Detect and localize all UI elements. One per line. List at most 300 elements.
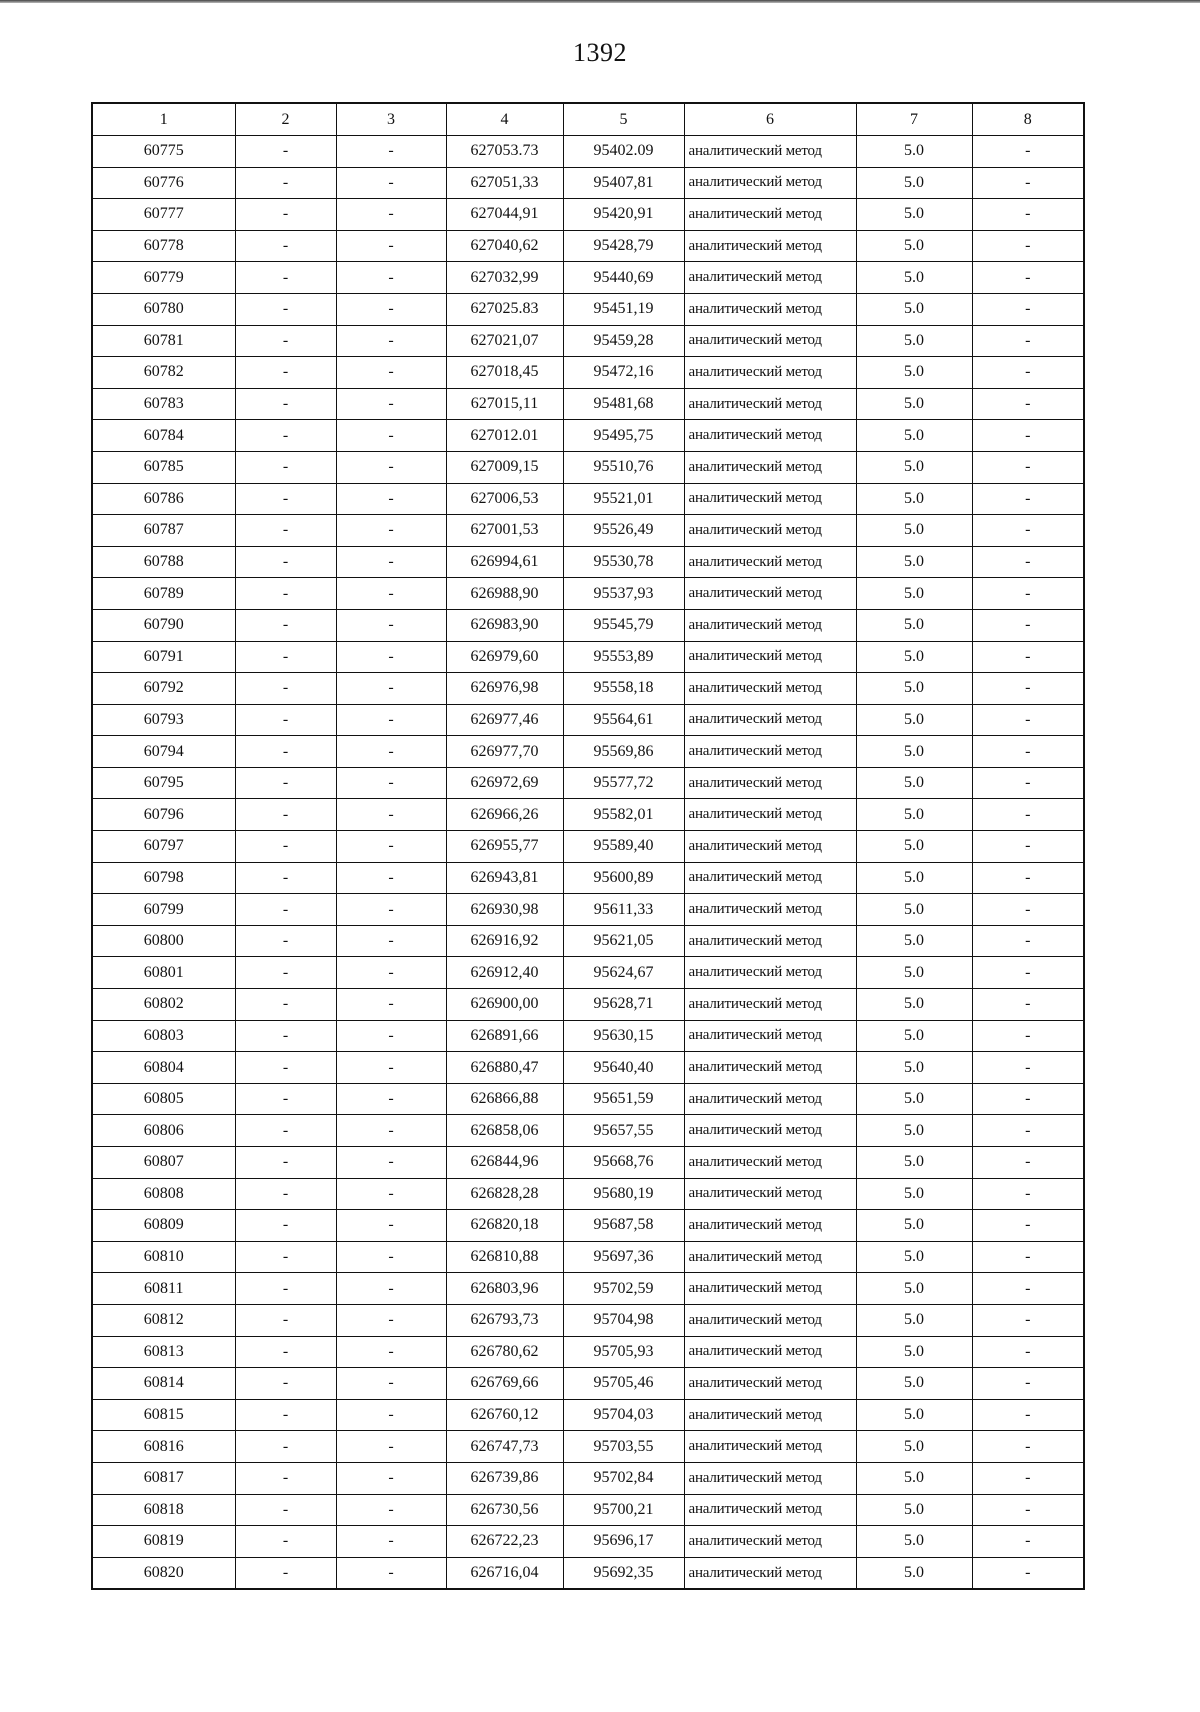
y-coordinate-cell: 95564,61 — [563, 704, 684, 736]
col2-cell: - — [235, 451, 336, 483]
accuracy-cell: 5.0 — [856, 420, 972, 452]
table-row — [92, 673, 1084, 705]
table-header-row — [92, 103, 1084, 136]
y-coordinate-cell: 95702,84 — [563, 1462, 684, 1494]
col2-cell: - — [235, 767, 336, 799]
point-number-cell: 60791 — [92, 641, 235, 673]
accuracy-cell: 5.0 — [856, 989, 972, 1021]
point-number-cell: 60781 — [92, 325, 235, 357]
table-row — [92, 451, 1084, 483]
x-coordinate-cell: 626977,46 — [446, 704, 563, 736]
accuracy-cell: 5.0 — [856, 1210, 972, 1242]
point-number-cell: 60786 — [92, 483, 235, 515]
accuracy-cell: 5.0 — [856, 1241, 972, 1273]
col3-cell: - — [336, 1431, 446, 1463]
col3-cell: - — [336, 1083, 446, 1115]
accuracy-cell: 5.0 — [856, 1304, 972, 1336]
table-row — [92, 1494, 1084, 1526]
method-cell: аналитический метод — [684, 136, 856, 168]
point-number-cell: 60815 — [92, 1399, 235, 1431]
table-row — [92, 1304, 1084, 1336]
col2-cell: - — [235, 925, 336, 957]
col8-cell: - — [972, 1368, 1084, 1400]
point-number-cell: 60805 — [92, 1083, 235, 1115]
x-coordinate-cell: 627025.83 — [446, 293, 563, 325]
accuracy-cell: 5.0 — [856, 1147, 972, 1179]
col8-cell: - — [972, 1557, 1084, 1589]
table-row — [92, 1368, 1084, 1400]
point-number-cell: 60782 — [92, 357, 235, 389]
col8-cell: - — [972, 420, 1084, 452]
col2-cell: - — [235, 641, 336, 673]
col2-cell: - — [235, 578, 336, 610]
column-header: 6 — [684, 103, 856, 136]
col8-cell: - — [972, 989, 1084, 1021]
method-cell: аналитический метод — [684, 357, 856, 389]
point-number-cell: 60797 — [92, 831, 235, 863]
col2-cell: - — [235, 167, 336, 199]
col3-cell: - — [336, 1494, 446, 1526]
x-coordinate-cell: 626828,28 — [446, 1178, 563, 1210]
x-coordinate-cell: 626891,66 — [446, 1020, 563, 1052]
x-coordinate-cell: 626912,40 — [446, 957, 563, 989]
col3-cell: - — [336, 167, 446, 199]
point-number-cell: 60803 — [92, 1020, 235, 1052]
method-cell: аналитический метод — [684, 578, 856, 610]
col2-cell: - — [235, 799, 336, 831]
point-number-cell: 60801 — [92, 957, 235, 989]
col2-cell: - — [235, 1083, 336, 1115]
col3-cell: - — [336, 420, 446, 452]
method-cell: аналитический метод — [684, 1020, 856, 1052]
x-coordinate-cell: 626880,47 — [446, 1052, 563, 1084]
col8-cell: - — [972, 515, 1084, 547]
col3-cell: - — [336, 1273, 446, 1305]
accuracy-cell: 5.0 — [856, 925, 972, 957]
col2-cell: - — [235, 894, 336, 926]
table-row — [92, 515, 1084, 547]
col2-cell: - — [235, 862, 336, 894]
col3-cell: - — [336, 451, 446, 483]
y-coordinate-cell: 95553,89 — [563, 641, 684, 673]
method-cell: аналитический метод — [684, 515, 856, 547]
table-row — [92, 293, 1084, 325]
y-coordinate-cell: 95611,33 — [563, 894, 684, 926]
y-coordinate-cell: 95621,05 — [563, 925, 684, 957]
method-cell: аналитический метод — [684, 1431, 856, 1463]
table-row — [92, 1431, 1084, 1463]
col2-cell: - — [235, 357, 336, 389]
x-coordinate-cell: 626977,70 — [446, 736, 563, 768]
col2-cell: - — [235, 1304, 336, 1336]
accuracy-cell: 5.0 — [856, 1557, 972, 1589]
y-coordinate-cell: 95545,79 — [563, 609, 684, 641]
y-coordinate-cell: 95692,35 — [563, 1557, 684, 1589]
col2-cell: - — [235, 1399, 336, 1431]
x-coordinate-cell: 626983,90 — [446, 609, 563, 641]
table-row — [92, 831, 1084, 863]
accuracy-cell: 5.0 — [856, 736, 972, 768]
table-row — [92, 357, 1084, 389]
accuracy-cell: 5.0 — [856, 230, 972, 262]
col3-cell: - — [336, 925, 446, 957]
accuracy-cell: 5.0 — [856, 1273, 972, 1305]
x-coordinate-cell: 626844,96 — [446, 1147, 563, 1179]
col2-cell: - — [235, 388, 336, 420]
table-body — [92, 136, 1084, 1590]
x-coordinate-cell: 627051,33 — [446, 167, 563, 199]
x-coordinate-cell: 626916,92 — [446, 925, 563, 957]
method-cell: аналитический метод — [684, 1147, 856, 1179]
accuracy-cell: 5.0 — [856, 451, 972, 483]
x-coordinate-cell: 626722,23 — [446, 1526, 563, 1558]
col8-cell: - — [972, 673, 1084, 705]
accuracy-cell: 5.0 — [856, 704, 972, 736]
col3-cell: - — [336, 1462, 446, 1494]
col8-cell: - — [972, 1526, 1084, 1558]
col2-cell: - — [235, 483, 336, 515]
y-coordinate-cell: 95651,59 — [563, 1083, 684, 1115]
y-coordinate-cell: 95495,75 — [563, 420, 684, 452]
col8-cell: - — [972, 925, 1084, 957]
col3-cell: - — [336, 862, 446, 894]
col8-cell: - — [972, 451, 1084, 483]
method-cell: аналитический метод — [684, 989, 856, 1021]
col2-cell: - — [235, 1178, 336, 1210]
y-coordinate-cell: 95657,55 — [563, 1115, 684, 1147]
col2-cell: - — [235, 736, 336, 768]
x-coordinate-cell: 626955,77 — [446, 831, 563, 863]
col3-cell: - — [336, 1241, 446, 1273]
table-row — [92, 388, 1084, 420]
table-row — [92, 989, 1084, 1021]
method-cell: аналитический метод — [684, 451, 856, 483]
col2-cell: - — [235, 673, 336, 705]
col2-cell: - — [235, 293, 336, 325]
col3-cell: - — [336, 483, 446, 515]
col2-cell: - — [235, 1557, 336, 1589]
col2-cell: - — [235, 989, 336, 1021]
method-cell: аналитический метод — [684, 293, 856, 325]
accuracy-cell: 5.0 — [856, 862, 972, 894]
method-cell: аналитический метод — [684, 673, 856, 705]
y-coordinate-cell: 95705,93 — [563, 1336, 684, 1368]
y-coordinate-cell: 95703,55 — [563, 1431, 684, 1463]
table-row — [92, 1273, 1084, 1305]
col3-cell: - — [336, 1526, 446, 1558]
col2-cell: - — [235, 1431, 336, 1463]
point-number-cell: 60790 — [92, 609, 235, 641]
point-number-cell: 60799 — [92, 894, 235, 926]
y-coordinate-cell: 95668,76 — [563, 1147, 684, 1179]
col3-cell: - — [336, 831, 446, 863]
col3-cell: - — [336, 894, 446, 926]
method-cell: аналитический метод — [684, 609, 856, 641]
col8-cell: - — [972, 1304, 1084, 1336]
col2-cell: - — [235, 1147, 336, 1179]
col2-cell: - — [235, 420, 336, 452]
col8-cell: - — [972, 1147, 1084, 1179]
col8-cell: - — [972, 1115, 1084, 1147]
y-coordinate-cell: 95628,71 — [563, 989, 684, 1021]
col8-cell: - — [972, 1083, 1084, 1115]
col2-cell: - — [235, 262, 336, 294]
col3-cell: - — [336, 1368, 446, 1400]
table-row — [92, 483, 1084, 515]
method-cell: аналитический метод — [684, 1304, 856, 1336]
x-coordinate-cell: 627021,07 — [446, 325, 563, 357]
point-number-cell: 60820 — [92, 1557, 235, 1589]
accuracy-cell: 5.0 — [856, 199, 972, 231]
x-coordinate-cell: 626943,81 — [446, 862, 563, 894]
col3-cell: - — [336, 357, 446, 389]
col3-cell: - — [336, 325, 446, 357]
table-row — [92, 894, 1084, 926]
point-number-cell: 60802 — [92, 989, 235, 1021]
point-number-cell: 60810 — [92, 1241, 235, 1273]
col8-cell: - — [972, 1273, 1084, 1305]
y-coordinate-cell: 95630,15 — [563, 1020, 684, 1052]
table-row — [92, 1399, 1084, 1431]
method-cell: аналитический метод — [684, 1399, 856, 1431]
table-row — [92, 799, 1084, 831]
x-coordinate-cell: 626966,26 — [446, 799, 563, 831]
table-row — [92, 262, 1084, 294]
col3-cell: - — [336, 1557, 446, 1589]
x-coordinate-cell: 626793,73 — [446, 1304, 563, 1336]
point-number-cell: 60796 — [92, 799, 235, 831]
x-coordinate-cell: 627015,11 — [446, 388, 563, 420]
col8-cell: - — [972, 736, 1084, 768]
y-coordinate-cell: 95451,19 — [563, 293, 684, 325]
accuracy-cell: 5.0 — [856, 515, 972, 547]
point-number-cell: 60787 — [92, 515, 235, 547]
x-coordinate-cell: 626780,62 — [446, 1336, 563, 1368]
col2-cell: - — [235, 199, 336, 231]
accuracy-cell: 5.0 — [856, 641, 972, 673]
y-coordinate-cell: 95697,36 — [563, 1241, 684, 1273]
table-row — [92, 862, 1084, 894]
point-number-cell: 60809 — [92, 1210, 235, 1242]
accuracy-cell: 5.0 — [856, 483, 972, 515]
table-row — [92, 609, 1084, 641]
col2-cell: - — [235, 1368, 336, 1400]
x-coordinate-cell: 626747,73 — [446, 1431, 563, 1463]
col3-cell: - — [336, 1052, 446, 1084]
x-coordinate-cell: 626858,06 — [446, 1115, 563, 1147]
col3-cell: - — [336, 1210, 446, 1242]
accuracy-cell: 5.0 — [856, 1052, 972, 1084]
point-number-cell: 60804 — [92, 1052, 235, 1084]
table-row — [92, 767, 1084, 799]
col2-cell: - — [235, 957, 336, 989]
col2-cell: - — [235, 136, 336, 168]
table-row — [92, 957, 1084, 989]
col8-cell: - — [972, 199, 1084, 231]
table-row — [92, 325, 1084, 357]
col3-cell: - — [336, 199, 446, 231]
col2-cell: - — [235, 1336, 336, 1368]
col8-cell: - — [972, 799, 1084, 831]
x-coordinate-cell: 627032,99 — [446, 262, 563, 294]
table-row — [92, 1115, 1084, 1147]
col8-cell: - — [972, 357, 1084, 389]
method-cell: аналитический метод — [684, 1115, 856, 1147]
accuracy-cell: 5.0 — [856, 546, 972, 578]
method-cell: аналитический метод — [684, 1526, 856, 1558]
column-header: 1 — [92, 103, 235, 136]
table-row — [92, 1147, 1084, 1179]
col2-cell: - — [235, 609, 336, 641]
col3-cell: - — [336, 1178, 446, 1210]
x-coordinate-cell: 626820,18 — [446, 1210, 563, 1242]
y-coordinate-cell: 95521,01 — [563, 483, 684, 515]
col3-cell: - — [336, 609, 446, 641]
point-number-cell: 60813 — [92, 1336, 235, 1368]
accuracy-cell: 5.0 — [856, 799, 972, 831]
x-coordinate-cell: 627018,45 — [446, 357, 563, 389]
col3-cell: - — [336, 641, 446, 673]
point-number-cell: 60775 — [92, 136, 235, 168]
col8-cell: - — [972, 767, 1084, 799]
table-row — [92, 641, 1084, 673]
method-cell: аналитический метод — [684, 483, 856, 515]
table-row — [92, 1336, 1084, 1368]
table-row — [92, 1210, 1084, 1242]
accuracy-cell: 5.0 — [856, 357, 972, 389]
accuracy-cell: 5.0 — [856, 894, 972, 926]
table-row — [92, 925, 1084, 957]
col2-cell: - — [235, 831, 336, 863]
column-header: 3 — [336, 103, 446, 136]
y-coordinate-cell: 95680,19 — [563, 1178, 684, 1210]
col3-cell: - — [336, 1147, 446, 1179]
y-coordinate-cell: 95569,86 — [563, 736, 684, 768]
table-row — [92, 546, 1084, 578]
method-cell: аналитический метод — [684, 420, 856, 452]
col3-cell: - — [336, 736, 446, 768]
y-coordinate-cell: 95705,46 — [563, 1368, 684, 1400]
point-number-cell: 60818 — [92, 1494, 235, 1526]
col3-cell: - — [336, 262, 446, 294]
column-header: 5 — [563, 103, 684, 136]
col8-cell: - — [972, 641, 1084, 673]
col3-cell: - — [336, 1399, 446, 1431]
point-number-cell: 60811 — [92, 1273, 235, 1305]
col8-cell: - — [972, 1210, 1084, 1242]
point-number-cell: 60795 — [92, 767, 235, 799]
point-number-cell: 60783 — [92, 388, 235, 420]
point-number-cell: 60793 — [92, 704, 235, 736]
y-coordinate-cell: 95440,69 — [563, 262, 684, 294]
method-cell: аналитический метод — [684, 704, 856, 736]
accuracy-cell: 5.0 — [856, 1083, 972, 1115]
point-number-cell: 60779 — [92, 262, 235, 294]
col2-cell: - — [235, 1494, 336, 1526]
method-cell: аналитический метод — [684, 167, 856, 199]
method-cell: аналитический метод — [684, 862, 856, 894]
y-coordinate-cell: 95640,40 — [563, 1052, 684, 1084]
table-row — [92, 199, 1084, 231]
accuracy-cell: 5.0 — [856, 1431, 972, 1463]
method-cell: аналитический метод — [684, 546, 856, 578]
x-coordinate-cell: 627006,53 — [446, 483, 563, 515]
method-cell: аналитический метод — [684, 1494, 856, 1526]
col3-cell: - — [336, 578, 446, 610]
col8-cell: - — [972, 388, 1084, 420]
point-number-cell: 60794 — [92, 736, 235, 768]
col8-cell: - — [972, 1241, 1084, 1273]
column-header: 7 — [856, 103, 972, 136]
accuracy-cell: 5.0 — [856, 673, 972, 705]
x-coordinate-cell: 626976,98 — [446, 673, 563, 705]
x-coordinate-cell: 627009,15 — [446, 451, 563, 483]
method-cell: аналитический метод — [684, 262, 856, 294]
y-coordinate-cell: 95530,78 — [563, 546, 684, 578]
point-number-cell: 60789 — [92, 578, 235, 610]
point-number-cell: 60785 — [92, 451, 235, 483]
col3-cell: - — [336, 1336, 446, 1368]
col8-cell: - — [972, 136, 1084, 168]
col8-cell: - — [972, 1399, 1084, 1431]
col3-cell: - — [336, 673, 446, 705]
col2-cell: - — [235, 1526, 336, 1558]
table-row — [92, 1178, 1084, 1210]
accuracy-cell: 5.0 — [856, 293, 972, 325]
method-cell: аналитический метод — [684, 799, 856, 831]
point-number-cell: 60800 — [92, 925, 235, 957]
y-coordinate-cell: 95702,59 — [563, 1273, 684, 1305]
y-coordinate-cell: 95600,89 — [563, 862, 684, 894]
method-cell: аналитический метод — [684, 1557, 856, 1589]
point-number-cell: 60798 — [92, 862, 235, 894]
accuracy-cell: 5.0 — [856, 578, 972, 610]
method-cell: аналитический метод — [684, 325, 856, 357]
y-coordinate-cell: 95687,58 — [563, 1210, 684, 1242]
col2-cell: - — [235, 230, 336, 262]
point-number-cell: 60819 — [92, 1526, 235, 1558]
accuracy-cell: 5.0 — [856, 609, 972, 641]
col8-cell: - — [972, 1020, 1084, 1052]
col2-cell: - — [235, 1462, 336, 1494]
table-row — [92, 136, 1084, 168]
col3-cell: - — [336, 293, 446, 325]
point-number-cell: 60808 — [92, 1178, 235, 1210]
coordinates-table — [91, 102, 1085, 1590]
accuracy-cell: 5.0 — [856, 1494, 972, 1526]
y-coordinate-cell: 95428,79 — [563, 230, 684, 262]
x-coordinate-cell: 627053.73 — [446, 136, 563, 168]
accuracy-cell: 5.0 — [856, 167, 972, 199]
col2-cell: - — [235, 1210, 336, 1242]
col8-cell: - — [972, 894, 1084, 926]
x-coordinate-cell: 627001,53 — [446, 515, 563, 547]
col3-cell: - — [336, 388, 446, 420]
col2-cell: - — [235, 546, 336, 578]
point-number-cell: 60806 — [92, 1115, 235, 1147]
col8-cell: - — [972, 704, 1084, 736]
table-row — [92, 1052, 1084, 1084]
col3-cell: - — [336, 1304, 446, 1336]
accuracy-cell: 5.0 — [856, 388, 972, 420]
col8-cell: - — [972, 1178, 1084, 1210]
point-number-cell: 60780 — [92, 293, 235, 325]
col2-cell: - — [235, 1052, 336, 1084]
method-cell: аналитический метод — [684, 1273, 856, 1305]
col3-cell: - — [336, 136, 446, 168]
col8-cell: - — [972, 325, 1084, 357]
col2-cell: - — [235, 515, 336, 547]
